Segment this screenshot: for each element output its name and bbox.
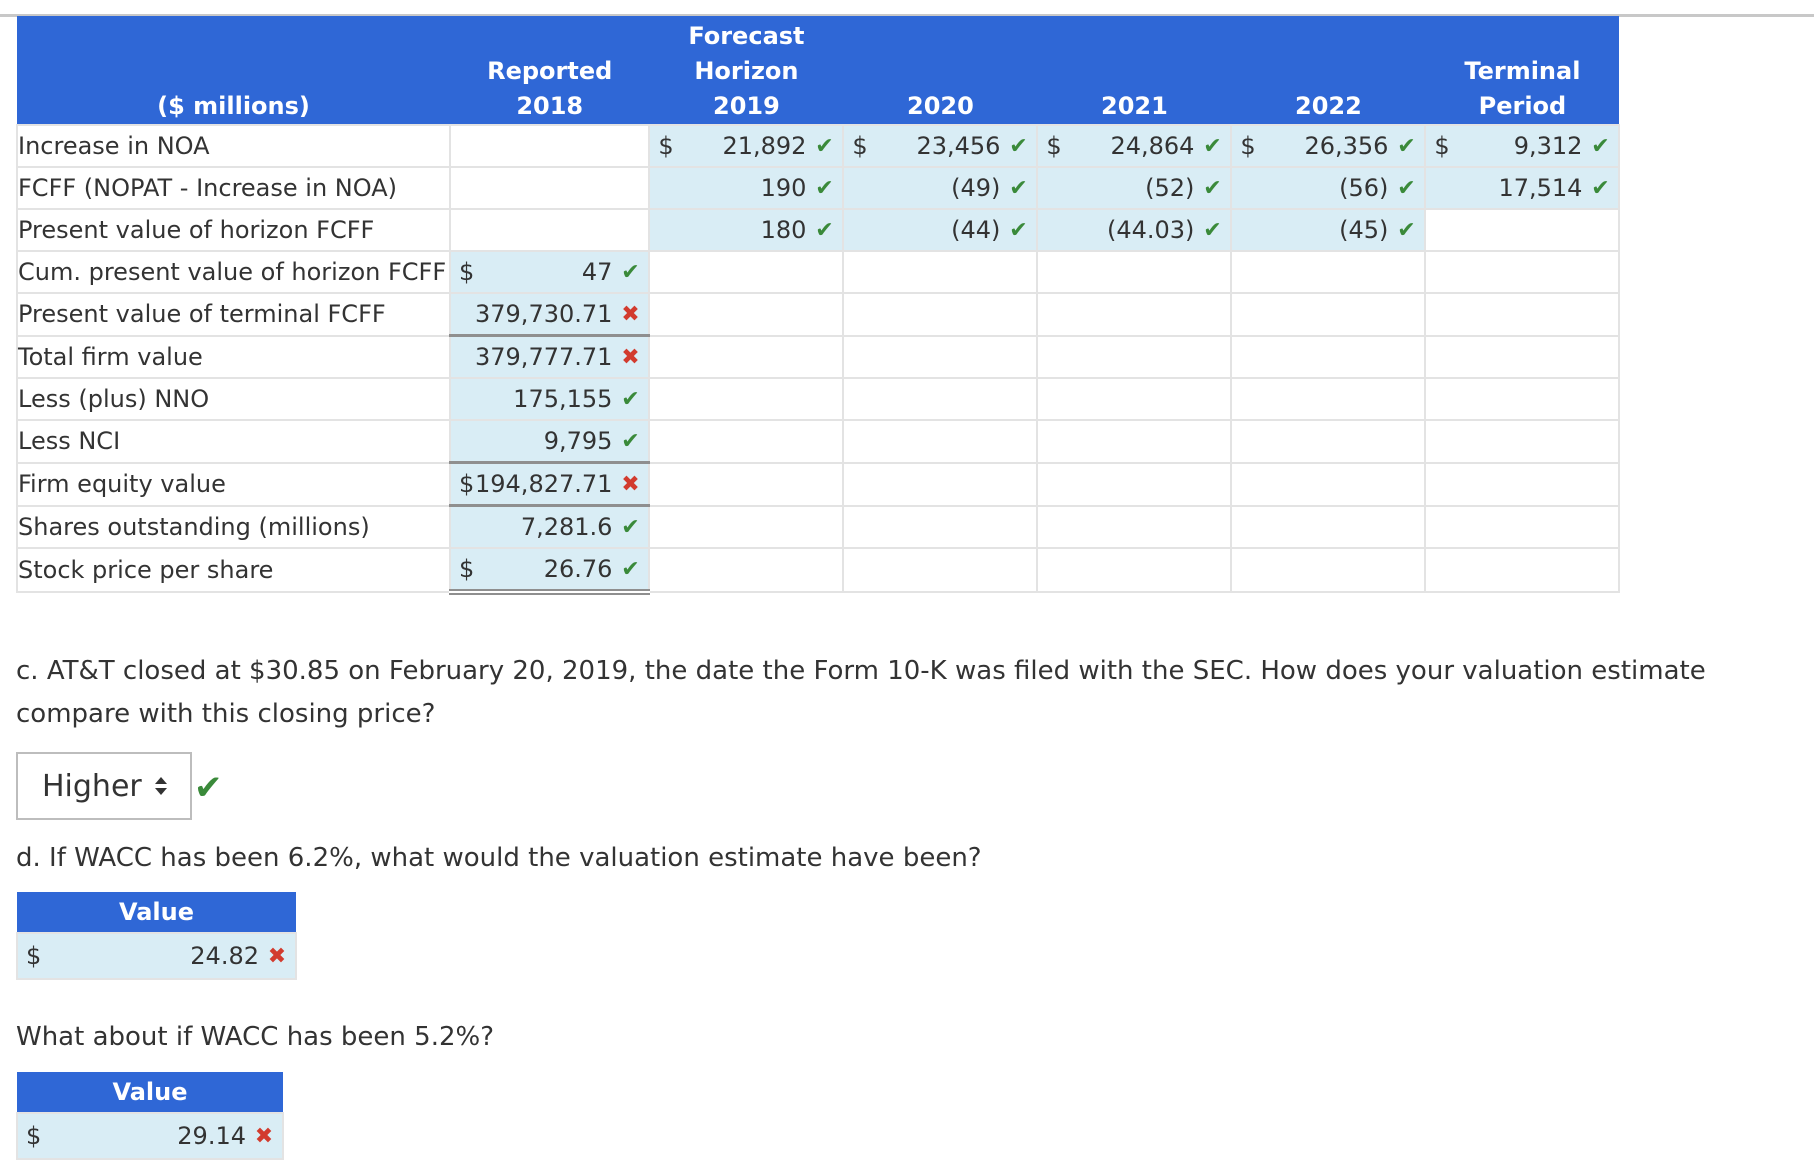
empty-cell xyxy=(1425,463,1619,506)
currency-symbol: $ xyxy=(658,132,674,160)
empty-cell xyxy=(450,167,649,209)
currency-symbol: $ xyxy=(1240,132,1256,160)
input-cell-noa-2022[interactable] xyxy=(1231,125,1425,167)
row-label: Present value of terminal FCFF xyxy=(17,293,450,336)
cell-value: 379,730.71 xyxy=(475,300,613,328)
cell-value: (49) xyxy=(951,174,1001,202)
currency-symbol: $ xyxy=(459,555,475,583)
cell-value: 21,892 xyxy=(722,132,807,160)
table-row xyxy=(17,506,1619,549)
table-row xyxy=(17,420,1619,463)
empty-cell xyxy=(1425,209,1619,251)
input-cell-total-firm[interactable] xyxy=(450,336,649,379)
check-icon: ✔ xyxy=(621,556,640,582)
check-icon: ✔ xyxy=(1397,133,1416,159)
empty-cell xyxy=(1037,378,1231,420)
table-row xyxy=(17,167,1619,209)
cell-value: 7,281.6 xyxy=(520,513,613,541)
empty-cell xyxy=(450,125,649,167)
empty-cell xyxy=(649,463,843,506)
empty-cell xyxy=(1037,251,1231,293)
input-cell-pv-2022[interactable] xyxy=(1231,209,1425,251)
empty-cell xyxy=(1231,420,1425,463)
input-cell-noa-terminal[interactable] xyxy=(1425,125,1619,167)
empty-cell xyxy=(1425,420,1619,463)
empty-cell xyxy=(843,378,1037,420)
input-cell-pv-terminal[interactable] xyxy=(450,293,649,336)
input-cell-pv-2021[interactable] xyxy=(1037,209,1231,251)
input-cell-shares[interactable] xyxy=(450,506,649,549)
select-arrows-icon xyxy=(154,776,168,796)
empty-cell xyxy=(1037,420,1231,463)
empty-cell xyxy=(1037,293,1231,336)
cell-value: (45) xyxy=(1339,216,1389,244)
check-icon: ✔ xyxy=(1009,217,1028,243)
cross-icon: ✖ xyxy=(621,301,640,327)
empty-cell xyxy=(649,336,843,379)
input-cell-nno[interactable] xyxy=(450,378,649,420)
check-icon: ✔ xyxy=(1591,133,1610,159)
empty-cell xyxy=(1231,293,1425,336)
input-cell-fcff-2021[interactable] xyxy=(1037,167,1231,209)
empty-cell xyxy=(843,463,1037,506)
question-e-text: What about if WACC has been 5.2%? xyxy=(16,1022,495,1052)
empty-cell xyxy=(843,293,1037,336)
cell-value: 9,312 xyxy=(1513,132,1583,160)
header-terminal: Terminal Period xyxy=(1425,16,1619,125)
empty-cell xyxy=(1231,506,1425,549)
cell-value: 24,864 xyxy=(1110,132,1195,160)
valuation-table xyxy=(16,16,1620,595)
cell-value: 26,356 xyxy=(1304,132,1389,160)
empty-cell xyxy=(1037,506,1231,549)
empty-cell xyxy=(1231,463,1425,506)
check-icon: ✔ xyxy=(1009,175,1028,201)
empty-cell xyxy=(843,506,1037,549)
row-label: Increase in NOA xyxy=(17,125,450,167)
check-icon: ✔ xyxy=(815,217,834,243)
check-icon: ✔ xyxy=(1009,133,1028,159)
header-millions: ($ millions) xyxy=(17,16,450,125)
input-cell-fcff-2022[interactable] xyxy=(1231,167,1425,209)
check-icon: ✔ xyxy=(621,428,640,454)
cell-value: 47 xyxy=(581,258,613,286)
input-cell-noa-2019[interactable] xyxy=(649,125,843,167)
empty-cell xyxy=(843,548,1037,592)
table-row xyxy=(17,548,1619,592)
cell-value: 180 xyxy=(760,216,807,244)
currency-symbol: $ xyxy=(1046,132,1062,160)
table-row xyxy=(17,125,1619,167)
empty-cell xyxy=(649,251,843,293)
empty-cell xyxy=(1231,548,1425,592)
currency-symbol: $ xyxy=(26,1122,42,1150)
input-cell-answer-e[interactable] xyxy=(17,1113,283,1159)
check-icon: ✔ xyxy=(621,386,640,412)
row-label: Firm equity value xyxy=(17,463,450,506)
check-icon: ✔ xyxy=(815,133,834,159)
input-cell-pv-2019[interactable] xyxy=(649,209,843,251)
empty-cell xyxy=(843,251,1037,293)
cell-value: 26.76 xyxy=(543,555,613,583)
row-label: Less (plus) NNO xyxy=(17,378,450,420)
empty-cell xyxy=(1425,336,1619,379)
empty-cell xyxy=(649,548,843,592)
row-label: FCFF (NOPAT - Increase in NOA) xyxy=(17,167,450,209)
empty-cell xyxy=(649,420,843,463)
cell-value: 190 xyxy=(760,174,807,202)
cell-value: 175,155 xyxy=(513,385,613,413)
row-label: Cum. present value of horizon FCFF xyxy=(17,251,450,293)
cell-value: (44) xyxy=(951,216,1001,244)
currency-symbol: $ xyxy=(852,132,868,160)
check-icon: ✔ xyxy=(194,768,223,808)
currency-symbol: $ xyxy=(1434,132,1450,160)
table-row xyxy=(17,251,1619,293)
empty-cell xyxy=(649,378,843,420)
table-row xyxy=(17,209,1619,251)
cell-value: 9,795 xyxy=(543,427,613,455)
cross-icon: ✖ xyxy=(621,344,640,370)
cell-value: (44.03) xyxy=(1106,216,1195,244)
comparison-select[interactable] xyxy=(16,752,192,820)
cross-icon: ✖ xyxy=(621,471,640,497)
header-forecast-2019: Forecast Horizon 2019 xyxy=(649,16,843,125)
empty-cell xyxy=(649,293,843,336)
empty-cell xyxy=(1231,336,1425,379)
empty-cell xyxy=(649,506,843,549)
table-row xyxy=(17,378,1619,420)
row-label: Shares outstanding (millions) xyxy=(17,506,450,549)
header-2021: 2021 xyxy=(1037,16,1231,125)
check-icon: ✔ xyxy=(1203,175,1222,201)
table-row xyxy=(17,293,1619,336)
cell-value: 17,514 xyxy=(1498,174,1583,202)
empty-cell xyxy=(843,336,1037,379)
header-2020: 2020 xyxy=(843,16,1037,125)
check-icon: ✔ xyxy=(621,259,640,285)
row-label: Present value of horizon FCFF xyxy=(17,209,450,251)
row-label: Less NCI xyxy=(17,420,450,463)
cell-value: 379,777.71 xyxy=(475,343,613,371)
input-cell-price[interactable] xyxy=(450,548,649,592)
value-header: Value xyxy=(17,892,296,933)
currency-symbol: $ xyxy=(459,470,475,498)
input-cell-equity[interactable] xyxy=(450,463,649,506)
empty-cell xyxy=(1037,548,1231,592)
input-cell-fcff-terminal[interactable] xyxy=(1425,167,1619,209)
check-icon: ✔ xyxy=(1203,217,1222,243)
cell-value: (56) xyxy=(1339,174,1389,202)
check-icon: ✔ xyxy=(621,514,640,540)
check-icon: ✔ xyxy=(815,175,834,201)
input-cell-noa-2020[interactable] xyxy=(843,125,1037,167)
empty-cell xyxy=(1037,336,1231,379)
table-header-row xyxy=(17,16,1619,125)
empty-cell xyxy=(450,209,649,251)
row-label: Stock price per share xyxy=(17,548,450,592)
check-icon: ✔ xyxy=(1397,175,1416,201)
input-cell-fcff-2019[interactable] xyxy=(649,167,843,209)
select-value: Higher xyxy=(42,768,142,804)
input-cell-fcff-2020[interactable] xyxy=(843,167,1037,209)
currency-symbol: $ xyxy=(459,258,475,286)
empty-cell xyxy=(1425,506,1619,549)
input-cell-nci[interactable] xyxy=(450,420,649,463)
empty-cell xyxy=(1231,378,1425,420)
cell-value: 29.14 xyxy=(177,1122,246,1150)
cross-icon: ✖ xyxy=(267,943,287,969)
cross-icon: ✖ xyxy=(254,1123,274,1149)
empty-cell xyxy=(843,420,1037,463)
answer-e-table xyxy=(16,1072,284,1160)
header-reported: Reported 2018 xyxy=(450,16,649,125)
empty-cell xyxy=(1425,378,1619,420)
check-icon: ✔ xyxy=(1397,217,1416,243)
input-cell-noa-2021[interactable] xyxy=(1037,125,1231,167)
row-label: Total firm value xyxy=(17,336,450,379)
check-icon: ✔ xyxy=(1203,133,1222,159)
empty-cell xyxy=(1037,463,1231,506)
table-row xyxy=(17,336,1619,379)
cell-value: (52) xyxy=(1145,174,1195,202)
answer-d-table xyxy=(16,892,297,980)
empty-cell xyxy=(1425,548,1619,592)
cell-value: 24.82 xyxy=(190,942,259,970)
currency-symbol: $ xyxy=(26,942,42,970)
check-icon: ✔ xyxy=(1591,175,1610,201)
empty-cell xyxy=(1231,251,1425,293)
cell-value: 194,827.71 xyxy=(475,470,613,498)
empty-cell xyxy=(1425,293,1619,336)
input-cell-pv-2020[interactable] xyxy=(843,209,1037,251)
empty-cell xyxy=(1425,251,1619,293)
cell-value: 23,456 xyxy=(916,132,1001,160)
header-2022: 2022 xyxy=(1231,16,1425,125)
input-cell-answer-d[interactable] xyxy=(17,933,296,979)
question-d-text: d. If WACC has been 6.2%, what would the valuation estimate have been? xyxy=(16,843,982,873)
input-cell-cum-pv[interactable] xyxy=(450,251,649,293)
question-c-text: c. AT&T closed at $30.85 on February 20, 2019, the date the Form 10-K was filed with the SEC. How does your valuation estimate compare with this closing price? xyxy=(16,656,1706,729)
table-row xyxy=(17,463,1619,506)
value-header: Value xyxy=(17,1072,283,1113)
